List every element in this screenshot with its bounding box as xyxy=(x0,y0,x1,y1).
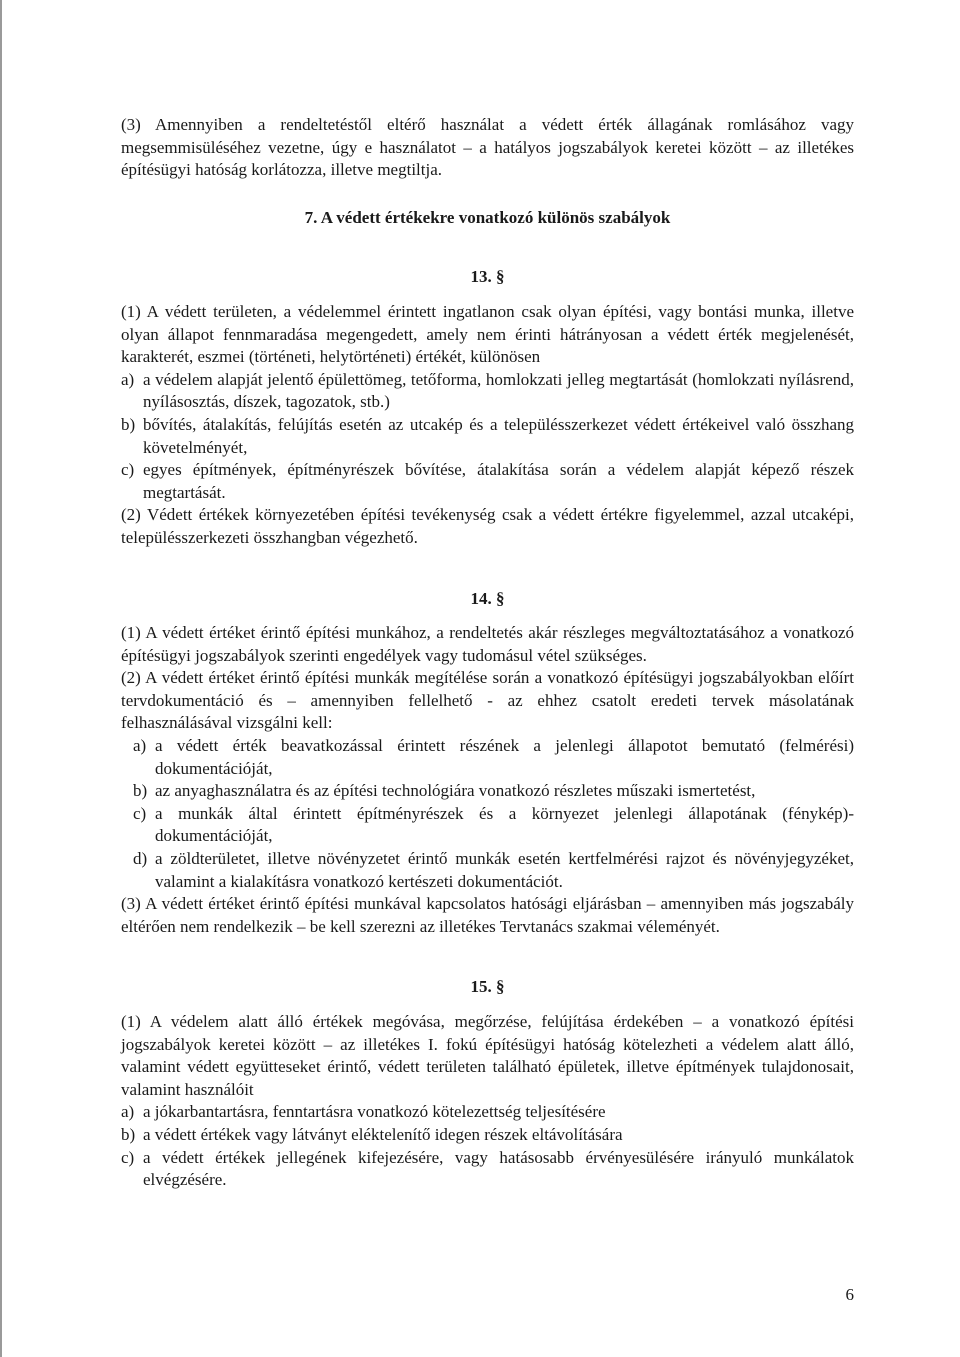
list-item-15-1-b xyxy=(121,1124,854,1147)
list-item-14-2-d xyxy=(121,848,854,893)
paragraph-13-1: (1) A védett területen, a védelemmel érintett ingatlanon csak olyan építési, vagy bontási munka, illetve olyan állapot fennmaradása megengedett, amely nem érinti hátrányosan a védett érték megjelenését, karakterét, eszmei (történeti, helytörténeti) értékét, különösen xyxy=(121,301,854,367)
list-item-text: az anyaghasználatra és az építési technológiára vonatkozó részletes műszaki ismertetést, xyxy=(155,781,756,801)
chapter-title: 7. A védett értékekre vonatkozó különös szabályok xyxy=(304,207,671,227)
scan-edge xyxy=(0,0,2,1357)
list-item-13-1-c xyxy=(121,459,854,504)
list-item-label: a) xyxy=(121,369,135,389)
list-item-label: a) xyxy=(121,1102,135,1122)
paragraph-14-2: (2) A védett értéket érintő építési munkák megítélése során a vonatkozó építésügyi jogszabályokban előírt tervdokumentáció és – amennyiben fellelhető - az ehhez csatolt eredeti tervek másolatának felhasználásával vizsgálni kell: xyxy=(121,668,854,733)
list-item-text: a munkák által érintett építményrészek és a környezet jelenlegi állapotának (fénykép)-dokumentációját, xyxy=(155,803,854,846)
list-item-label: b) xyxy=(133,781,148,801)
paragraph-13-2: (2) Védett értékek környezetében építési tevékenység csak a védett értékre figyelemmel, azzal utcaképi, településszerkezeti összhangban végezhető. xyxy=(121,505,854,547)
intro-paragraph: (3) Amennyiben a rendeltetéstől eltérő használat a védett érték állagának romlásához vagy megsemmisüléséhez vezetne, úgy e használatot – a hatályos jogszabályok keretei között – az illetékes építésügyi hatóság korlátozza, illetve megtiltja. xyxy=(121,115,854,180)
paragraph-14-1: (1) A védett értéket érintő építési munkához, a rendeltetés akár részleges megváltoztatásához a vonatkozó építésügyi jogszabályok szerinti engedélyek vagy tudomásul vétel szükséges. xyxy=(121,623,854,665)
section-14-body xyxy=(121,622,854,938)
page-number: 6 xyxy=(845,1285,854,1304)
section-heading-15: 15. § xyxy=(470,977,505,997)
list-item-label: a) xyxy=(133,736,147,756)
section-heading-13: 13. § xyxy=(470,267,505,287)
paragraph-15-1: (1) A védelem alatt álló értékek megóvása, megőrzése, felújítása érdekében – a vonatkozó építési jogszabályok keretei között – az illetékes I. fokú építésügyi hatóság kötelezheti a védelem alatt álló, valamint védett együtteseket érintő, védett területen található épületek, illetve építmények tulajdonosait, valamint használóit xyxy=(121,1012,854,1099)
list-item-label: b) xyxy=(121,414,136,434)
list-item-14-2-b xyxy=(121,780,854,803)
list-item-text: a védett értékek jellegének kifejezésére, vagy hatásosabb érvényesülésére irányuló munkálatok elvégzésére. xyxy=(143,1147,854,1190)
list-item-14-2-a xyxy=(121,735,854,780)
list-item-13-1-a xyxy=(121,369,854,414)
list-item-15-1-a xyxy=(121,1101,854,1124)
list-item-14-2-c xyxy=(121,803,854,848)
section-13-body xyxy=(121,301,854,550)
list-item-15-1-c xyxy=(121,1147,854,1192)
list-item-label: c) xyxy=(133,803,147,823)
list-item-label: c) xyxy=(121,460,135,480)
list-item-text: egyes építmények, építményrészek bővítése, átalakítása során a védelem alapját képező részek megtartását. xyxy=(143,460,854,502)
list-item-label: d) xyxy=(133,849,148,869)
list-item-text: a zöldterületet, illetve növényzetet érintő munkák esetén kertfelmérési rajzot és növényjegyzéket, valamint a kialakításra vonatkozó kertészeti dokumentációt. xyxy=(155,849,854,891)
list-item-text: a jókarbantartásra, fenntartásra vonatkozó kötelezettség teljesítésére xyxy=(143,1102,606,1122)
document-page xyxy=(121,114,854,1192)
list-item-text: a védett értékek vagy látványt eléktelenítő idegen részek eltávolítására xyxy=(143,1124,623,1144)
list-item-text: bővítés, átalakítás, felújítás esetén az utcakép és a településszerkezet védett értékeivel való összhang követelményét, xyxy=(143,414,854,457)
list-item-label: c) xyxy=(121,1147,135,1167)
list-item-label: b) xyxy=(121,1124,136,1144)
list-item-text: a védelem alapját jelentő épülettömeg, tetőforma, homlokzati jelleg megtartását (homlokzati nyílásrend, nyílásosztás, díszek, tagozatok, stb.) xyxy=(143,369,854,412)
section-15-body xyxy=(121,1011,854,1192)
paragraph-14-3: (3) A védett értéket érintő építési munkával kapcsolatos hatósági eljárásban – amennyiben más jogszabály eltérően nem rendelkezik – be kell szerezni az illetékes Tervtanács szakmai véleményét. xyxy=(121,894,854,936)
section-heading-14: 14. § xyxy=(470,588,505,608)
list-item-text: a védett érték beavatkozással érintett részének a jelenlegi állapotot bemutató (felmérési) dokumentációját, xyxy=(155,736,854,778)
list-item-13-1-b xyxy=(121,414,854,459)
